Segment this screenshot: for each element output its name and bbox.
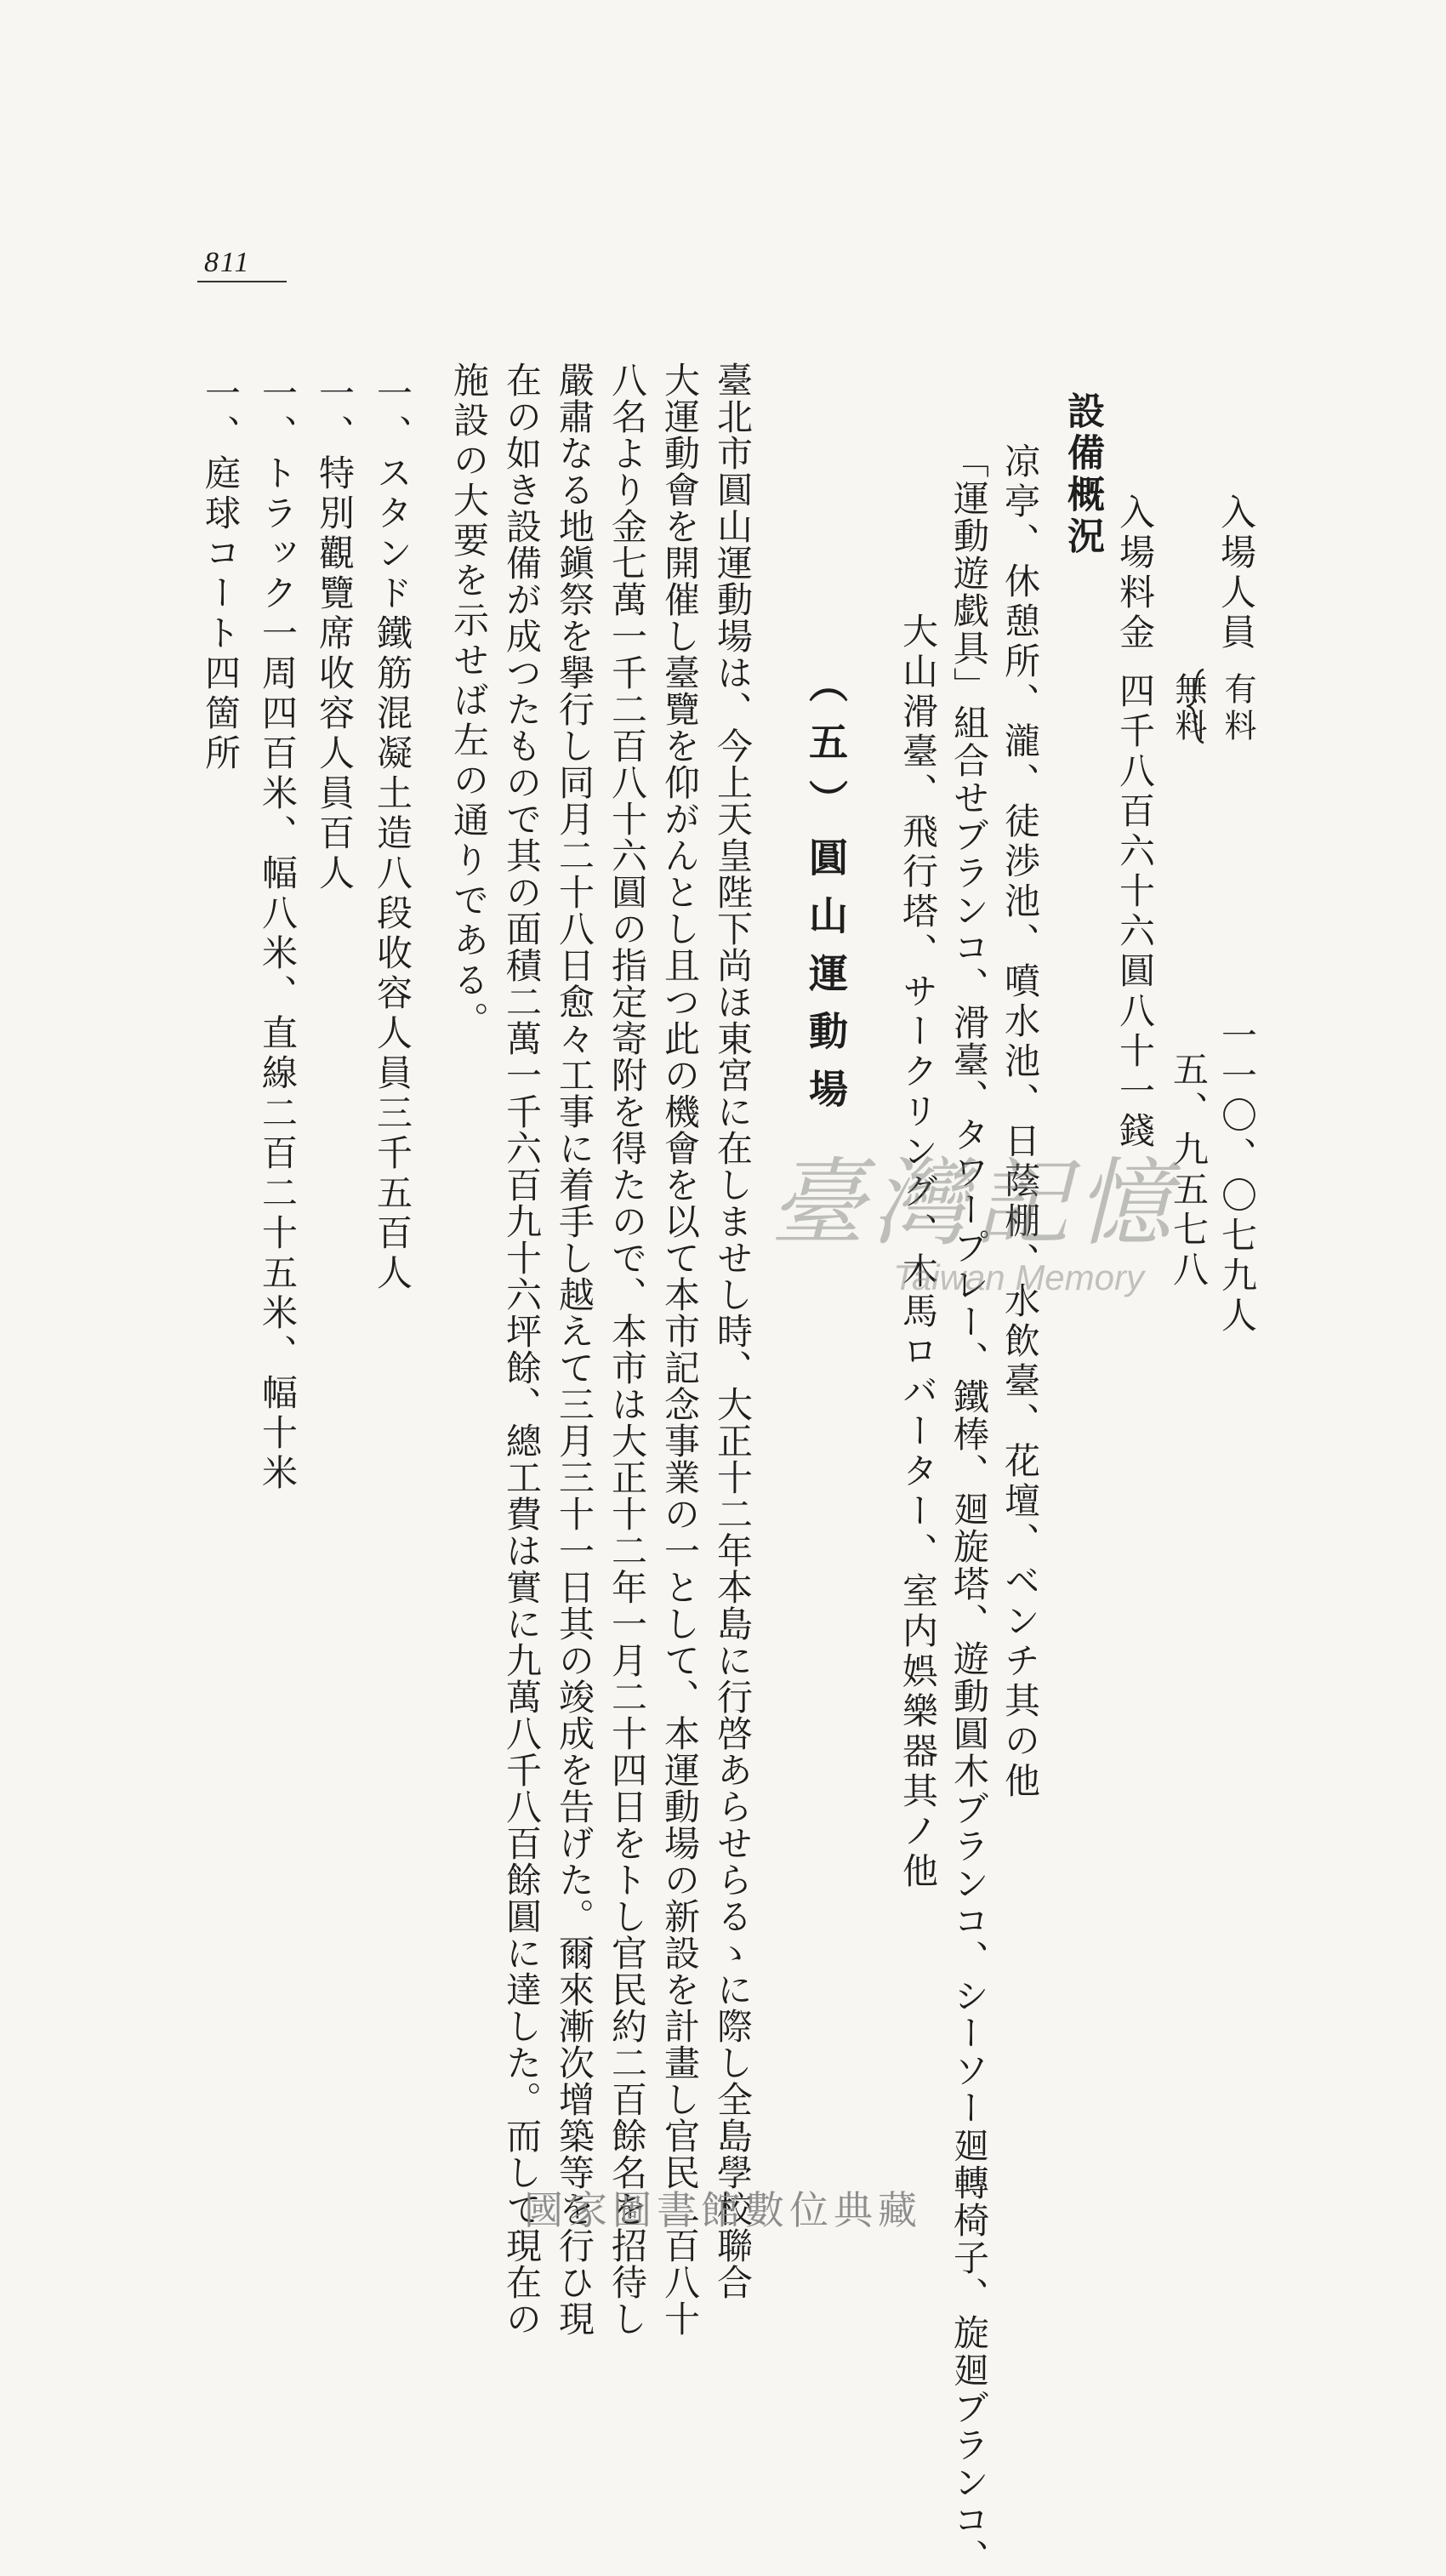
equipment-heading: 設備概況	[1061, 391, 1104, 558]
admission-fee-amount: 四千八百六十六圓八十一錢	[1114, 672, 1156, 1152]
attendance-free-label: 無料	[1170, 672, 1207, 745]
footer-credit: 國家圖書館數位典藏	[524, 2187, 922, 2233]
facility-item-4: 一、庭球コート四箇所	[200, 374, 242, 774]
body-line-6: 施設の大要を示せば左の通りである。	[448, 362, 490, 1041]
taiwan-memory-watermark	[770, 1127, 1178, 1298]
attendance-free-count: 五、九五七八	[1168, 1051, 1210, 1291]
attendance-paid-label: 有料	[1219, 672, 1256, 745]
attendance-label: 入場人員	[1215, 493, 1257, 653]
page-number-rule	[197, 281, 287, 282]
equipment-line-3: 大山滑臺、飛行塔、サークリング、木馬ロバーター、室内娯樂器其ノ他	[897, 613, 939, 1892]
equipment-line-2: 「運動遊戯具」組合せブランコ、滑臺、タワープレー、鐵棒、廻旋塔、遊動圓木ブランコ、シーソー廻轉椅子、旋廻ブランコ、	[948, 442, 990, 2576]
facility-item-2: 一、特別觀覽席收容人員百人	[314, 374, 356, 894]
equipment-line-1: 凉亭、休憩所、瀧、徒渉池、噴水池、日蔭棚、水飲臺、花壇、ベンチ其の他	[999, 442, 1041, 1802]
body-line-1: 臺北市圓山運動場は、今上天皇陛下尚ほ東宮に在しませし時、大正十二年本島に行啓あらせらるゝに際し全島學校聯合	[712, 362, 754, 2300]
body-line-3: 八名より金七萬一千二百八十六圓の指定寄附を得たので、本市は大正十二年一月二十四日をトし官民約二百餘名を招待し	[606, 362, 648, 2337]
admission-fee-label: 入場料金	[1114, 493, 1156, 653]
body-line-5: 在の如き設備が成つたもので其の面積二萬一千六百九十六坪餘、總工費は實に九萬八千八百餘圓に達した。而して現在の	[501, 362, 543, 2337]
body-line-2: 大運動會を開催し臺覽を仰がんとし且つ此の機會を以て本市記念事業の一として、本運動場の新設を計畫し官民二百八十	[659, 362, 701, 2337]
facility-item-1: 一、スタンド鐵筋混凝土造八段收容人員三千五百人	[372, 374, 413, 1294]
section-title: （五）圓山運動場	[803, 664, 849, 1126]
body-line-4: 嚴肅なる地鎭祭を擧行し同月二十八日愈々工事に着手し越えて三月三十一日其の竣成を告げた。爾來漸次增築等を行ひ現	[554, 362, 595, 2337]
brace-icon	[1185, 668, 1207, 744]
facility-item-3: 一、トラック一周四百米、幅八米、直線二百二十五米、幅十米	[257, 374, 299, 1494]
attendance-paid-count: 一一〇、〇七九人	[1216, 1017, 1258, 1336]
watermark-subtitle: Taiwan Memory	[893, 1257, 1144, 1297]
watermark-chars: 臺灣記憶	[770, 1148, 1178, 1259]
page-number: 811	[204, 247, 251, 278]
